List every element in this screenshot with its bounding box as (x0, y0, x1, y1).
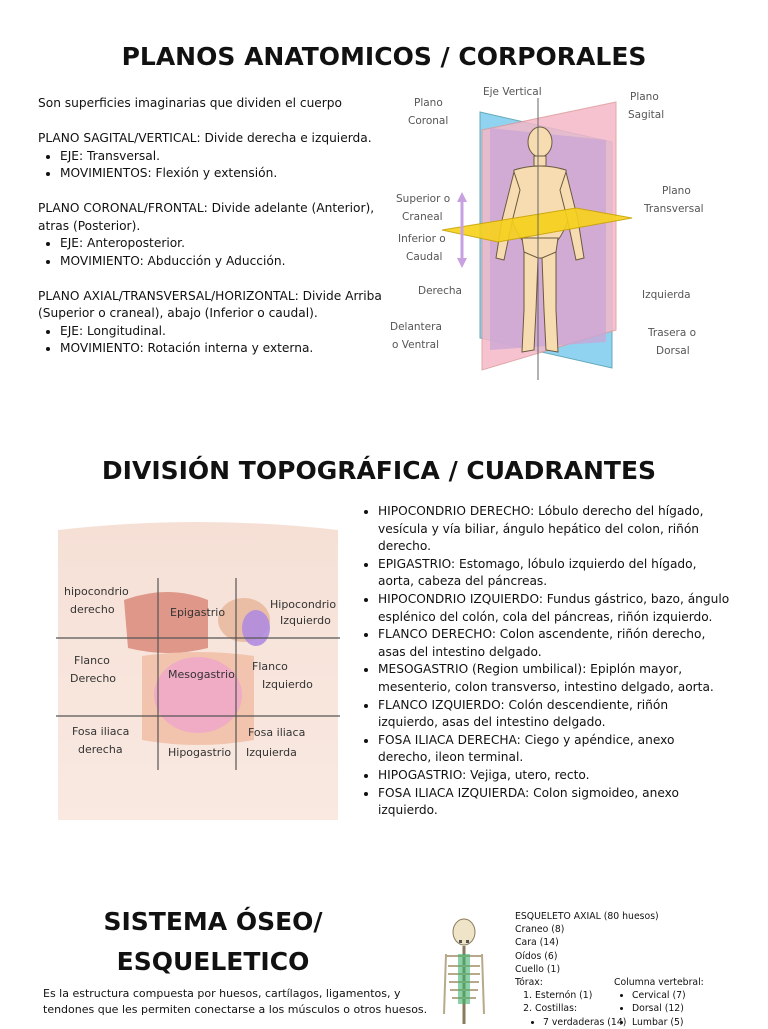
label-flanco-izquierdo: Flanco (252, 660, 288, 673)
columna-item: • Dorsal (12) (632, 1002, 704, 1015)
label-fosa-iliaca-izquierda: Izquierda (246, 746, 297, 759)
plane-heading-cont: (Superior o craneal), abajo (Inferior o caudal). (38, 306, 318, 320)
plane-heading: PLANO AXIAL/TRANSVERSAL/HORIZONTAL: Divide Arriba (38, 288, 382, 303)
label-hipocondrio-izquierdo: Izquierdo (280, 614, 331, 627)
torax-label: Tórax: (515, 977, 543, 989)
anatomical-planes-figure (380, 80, 720, 385)
plane-bullets (38, 323, 378, 358)
label-izquierda: Izquierda (642, 289, 691, 301)
planes-text (38, 95, 382, 358)
plane-bullet: • EJE: Anteroposterior. (60, 235, 378, 253)
label-delantera: Delantera (390, 321, 442, 333)
label-inferior: Caudal (406, 251, 443, 263)
plane-bullet: • EJE: Transversal. (60, 148, 378, 166)
section3-title-line2: ESQUELETICO (116, 947, 310, 976)
label-flanco-derecho: Flanco (74, 654, 110, 667)
torax-item: 2. Costillas: (535, 1002, 659, 1015)
region-item: • FOSA ILIACA IZQUIERDA: Colon sigmoideo, anexo izquierdo. (378, 785, 730, 820)
axial-item: Cuello (1) (515, 963, 561, 975)
region-item: • FLANCO DERECHO: Colon ascendente, riñón derecho, asas del intestino delgado. (378, 626, 730, 661)
plane-heading-cont: atras (Posterior). (38, 218, 141, 233)
label-fosa-iliaca-derecha: derecha (78, 743, 123, 756)
label-hipocondrio-izquierdo: Hipocondrio (270, 598, 337, 611)
label-mesogastrio: Mesogastrio (168, 668, 235, 681)
label-plano-transversal: Transversal (644, 203, 704, 215)
plane-heading: PLANO SAGITAL/VERTICAL: Divide derecha e izquierda. (38, 131, 372, 145)
label-plano-sagital: Sagital (628, 109, 665, 121)
sternum-highlight (458, 954, 470, 1004)
label-eje-vertical: Eje Vertical (483, 86, 542, 98)
label-epigastrio: Epigastrio (170, 606, 226, 619)
label-fosa-iliaca-derecha: Fosa iliaca (72, 725, 130, 738)
label-superior: Craneal (402, 211, 443, 223)
section2-title: DIVISIÓN TOPOGRÁFICA / CUADRANTES (101, 456, 657, 485)
region-item: • FLANCO IZQUIERDO: Colón descendiente, riñón izquierdo, asas del intestino delgado. (378, 697, 730, 732)
label-plano-coronal: Coronal (408, 115, 449, 127)
columna-label: Columna vertebral: (614, 977, 704, 988)
label-fosa-iliaca-izquierda: Fosa iliaca (248, 726, 306, 739)
label-inferior: Inferior o (398, 233, 446, 245)
torax-item: 1. Esternón (1) (535, 989, 659, 1002)
skeleton-description (43, 986, 427, 1018)
plane-bullet: • MOVIMIENTOS: Flexión y extensión. (60, 165, 378, 183)
region-item: • HIPOCONDRIO DERECHO: Lóbulo derecho del hígado, vesícula y vía biliar, ángulo hepático del colon, riñón derecho. (378, 503, 730, 556)
abdominal-quadrants-figure (48, 520, 346, 820)
plane-bullets (38, 148, 378, 183)
section3-title-line1: SISTEMA ÓSEO/ (103, 907, 323, 936)
label-trasera: Trasera o (648, 327, 697, 339)
section1-title: PLANOS ANATOMICOS / CORPORALES (121, 42, 647, 71)
axial-item: Cara (14) (515, 937, 559, 949)
columna-item: • Lumbar (5) (632, 1016, 704, 1029)
plane-heading: PLANO CORONAL/FRONTAL: Divide adelante (Anterior), (38, 201, 375, 215)
costillas-item: • 7 verdaderas (14) (543, 1016, 659, 1029)
region-item: • HIPOCONDRIO IZQUIERDO: Fundus gástrico, bazo, ángulo esplénico del colón, cola del páncreas, riñón izquierdo. (378, 591, 730, 626)
label-flanco-izquierdo: Izquierdo (262, 678, 313, 691)
label-derecha: Derecha (418, 285, 462, 297)
plane-bullet: • MOVIMIENTO: Abducción y Aducción. (60, 253, 378, 271)
label-flanco-derecho: Derecho (70, 672, 117, 685)
axial-item: Oídos (6) (515, 950, 558, 962)
region-item: • FOSA ILIACA DERECHA: Ciego y apéndice, anexo derecho, ileon terminal. (378, 732, 730, 767)
label-delantera: o Ventral (392, 339, 440, 351)
label-hipocondrio-derecho: derecho (70, 603, 115, 616)
arrow-down-icon (457, 258, 467, 268)
skeleton-description-line: tendones que les permiten conectarse a los músculos o otros huesos. (43, 1003, 428, 1016)
label-trasera: Dorsal (656, 345, 690, 357)
axial-item: Craneo (8) (515, 924, 565, 936)
skeleton-figure (440, 914, 490, 1024)
label-plano-transversal: Plano (662, 185, 691, 197)
region-item: • MESOGASTRIO (Region umbilical): Epiplón mayor, mesenterio, colon transverso, intestino delgado, aorta. (378, 661, 730, 696)
plane-bullets (38, 235, 378, 270)
label-hipogastrio: Hipogastrio (168, 746, 232, 759)
planes-intro: Son superficies imaginarias que dividen el cuerpo (38, 96, 342, 110)
region-item: • HIPOGASTRIO: Vejiga, utero, recto. (378, 767, 730, 785)
axial-heading: ESQUELETO AXIAL (80 huesos) (515, 911, 659, 922)
columna-item: • Cervical (7) (632, 989, 704, 1002)
arrow-up-icon (457, 192, 467, 202)
columna-list (614, 976, 704, 1029)
label-plano-coronal: Plano (414, 97, 443, 109)
region-item: • EPIGASTRIO: Estomago, lóbulo izquierdo del hígado, aorta, cabeza del páncreas. (378, 556, 730, 591)
skull (453, 919, 475, 945)
label-plano-sagital: Plano (630, 91, 659, 103)
skeleton-description-line: Es la estructura compuesta por huesos, cartílagos, ligamentos, y (43, 987, 401, 1000)
section3-title (88, 902, 338, 982)
regions-list (360, 503, 730, 820)
label-hipocondrio-derecho: hipocondrio (64, 585, 129, 598)
label-superior: Superior o (396, 193, 451, 205)
plane-bullet: • EJE: Longitudinal. (60, 323, 378, 341)
plane-bullet: • MOVIMIENTO: Rotación interna y externa. (60, 340, 378, 358)
